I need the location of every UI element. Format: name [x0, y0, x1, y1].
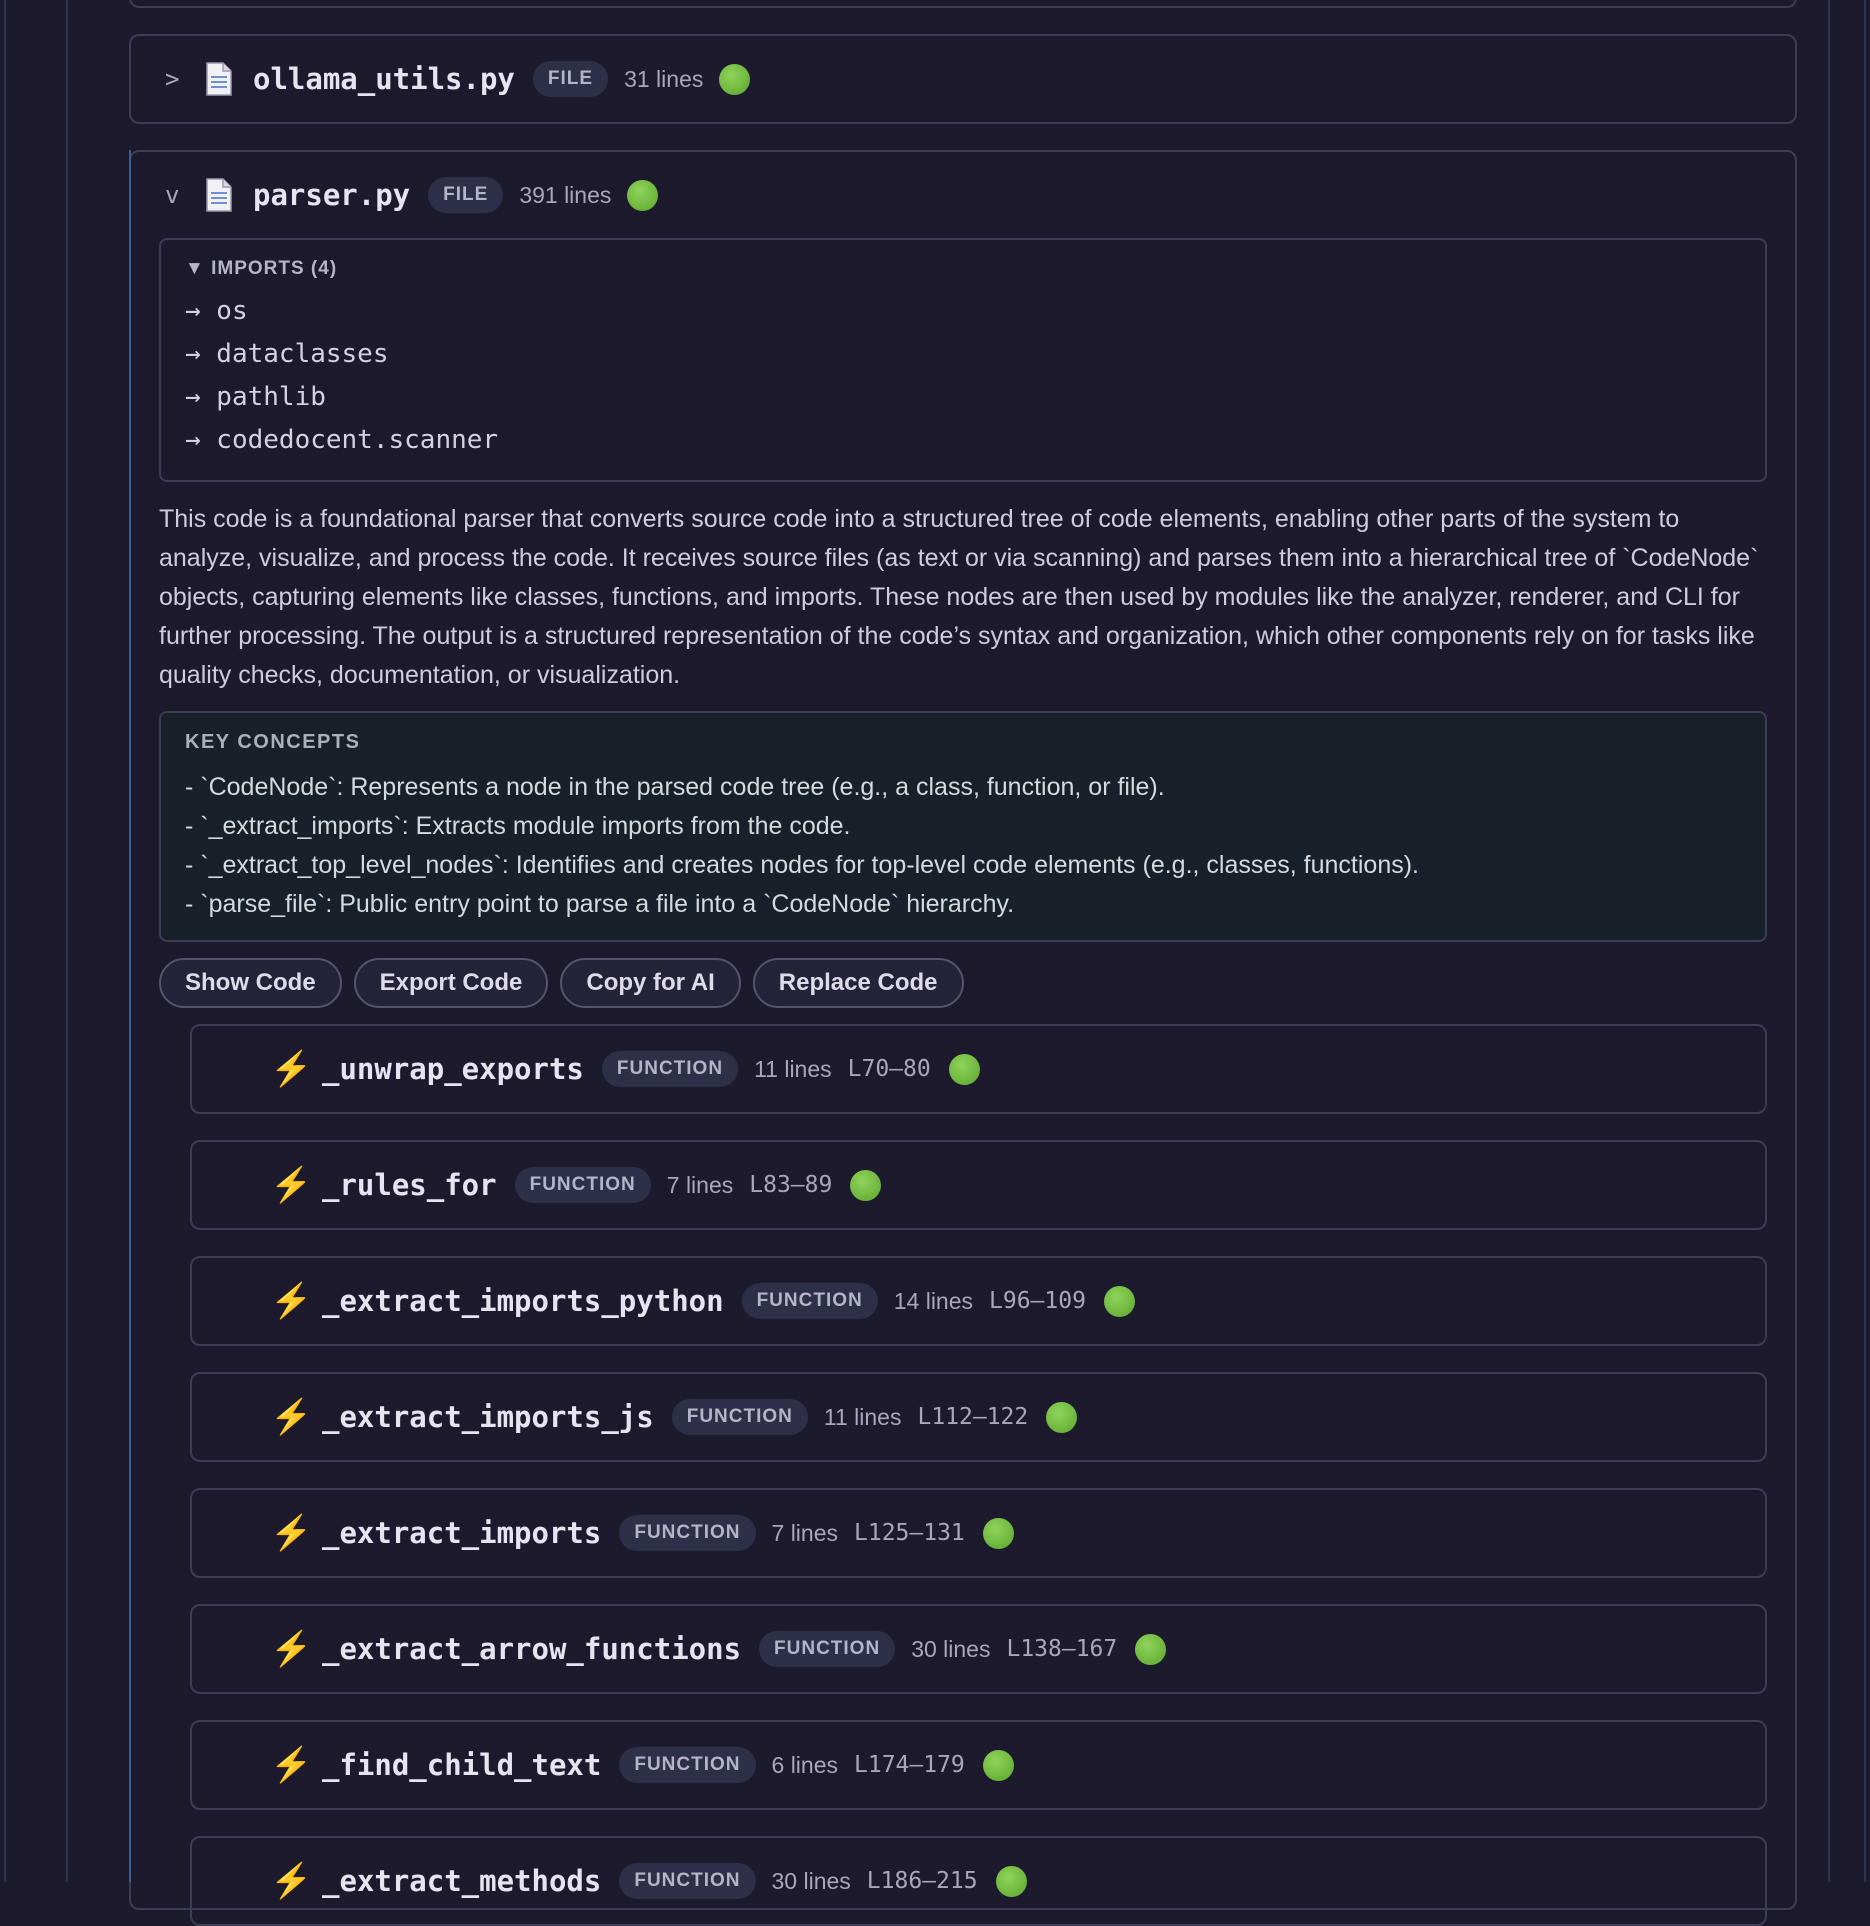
- outer-rail-left: [4, 0, 6, 1882]
- function-name: _extract_methods: [322, 1864, 602, 1898]
- file-header[interactable]: [131, 36, 1795, 122]
- import-item: → pathlib: [185, 382, 326, 412]
- line-range: L125–131: [854, 1520, 965, 1546]
- type-badge: FILE: [533, 61, 608, 97]
- file-card-parser[interactable]: [129, 150, 1797, 1910]
- key-concepts-title: KEY CONCEPTS: [185, 731, 361, 753]
- concept-item: - `_extract_top_level_nodes`: Identifies and creates nodes for top-level code elements (e.g., classes, functions).: [185, 851, 1419, 879]
- export-code-button[interactable]: Export Code: [354, 958, 549, 1008]
- type-badge: FUNCTION: [515, 1167, 651, 1203]
- import-item: → codedocent.scanner: [185, 425, 499, 455]
- function-row[interactable]: [190, 1372, 1767, 1462]
- line-range: L174–179: [854, 1752, 965, 1778]
- function-name: _extract_imports: [322, 1516, 602, 1550]
- function-name: _unwrap_exports: [322, 1052, 584, 1086]
- lightning-icon: ⚡: [270, 1514, 313, 1552]
- line-range: L186–215: [866, 1868, 978, 1894]
- line-count: 30 lines: [911, 1635, 991, 1662]
- file-name: ollama_utils.py: [253, 62, 515, 96]
- imports-toggle[interactable]: ▼ IMPORTS (4): [185, 258, 338, 279]
- previous-file-card: [129, 0, 1797, 8]
- function-row[interactable]: [190, 1140, 1767, 1230]
- tree-guide-line: [129, 150, 131, 1882]
- function-name: _find_child_text: [322, 1748, 602, 1782]
- green-status-dot: [1104, 1286, 1135, 1317]
- outer-rail-right: [1864, 0, 1866, 1882]
- concept-item: - `CodeNode`: Represents a node in the parsed code tree (e.g., a class, function, or file).: [185, 773, 1165, 801]
- lightning-icon: ⚡: [270, 1862, 313, 1900]
- document-icon: [205, 62, 233, 96]
- file-header[interactable]: [131, 152, 1795, 238]
- type-badge: FUNCTION: [619, 1515, 755, 1551]
- green-status-dot: [627, 180, 658, 211]
- copy-for-ai-button[interactable]: Copy for AI: [560, 958, 740, 1008]
- file-card-ollama-utils[interactable]: [129, 34, 1797, 124]
- line-count: 7 lines: [771, 1519, 838, 1546]
- line-range: L112–122: [917, 1404, 1029, 1430]
- key-concepts-panel: [159, 711, 1767, 942]
- function-list: [190, 1024, 1767, 1926]
- chevron-right-icon[interactable]: >: [165, 65, 180, 93]
- show-code-button[interactable]: Show Code: [159, 958, 342, 1008]
- function-row[interactable]: [190, 1720, 1767, 1810]
- function-name: _rules_for: [322, 1168, 497, 1202]
- chevron-down-icon[interactable]: v: [165, 181, 180, 209]
- type-badge: FUNCTION: [742, 1283, 878, 1319]
- line-range: L83–89: [749, 1172, 833, 1198]
- lightning-icon: ⚡: [270, 1282, 313, 1320]
- line-count: 31 lines: [624, 65, 704, 92]
- lightning-icon: ⚡: [270, 1630, 313, 1668]
- line-count: 11 lines: [754, 1055, 832, 1082]
- type-badge: FUNCTION: [602, 1051, 738, 1087]
- green-status-dot: [983, 1518, 1014, 1549]
- replace-code-button[interactable]: Replace Code: [753, 958, 964, 1008]
- function-row[interactable]: [190, 1256, 1767, 1346]
- line-range: L70–80: [847, 1056, 931, 1082]
- lightning-icon: ⚡: [270, 1166, 313, 1204]
- green-status-dot: [1046, 1402, 1077, 1433]
- document-icon: [205, 178, 233, 212]
- function-name: _extract_arrow_functions: [322, 1632, 742, 1666]
- type-badge: FILE: [428, 177, 503, 213]
- green-status-dot: [996, 1866, 1027, 1897]
- green-status-dot: [719, 64, 750, 95]
- function-row[interactable]: [190, 1604, 1767, 1694]
- function-row[interactable]: [190, 1488, 1767, 1578]
- type-badge: FUNCTION: [672, 1399, 808, 1435]
- line-count: 391 lines: [519, 181, 612, 208]
- line-count: 30 lines: [771, 1867, 851, 1894]
- function-row[interactable]: [190, 1836, 1767, 1926]
- function-name: _extract_imports_js: [322, 1400, 654, 1434]
- line-range: L138–167: [1006, 1636, 1118, 1662]
- inner-rail-right: [1828, 0, 1830, 1882]
- file-name: parser.py: [253, 178, 411, 212]
- line-count: 14 lines: [893, 1287, 974, 1314]
- import-item: → dataclasses: [185, 339, 389, 369]
- lightning-icon: ⚡: [270, 1746, 313, 1784]
- type-badge: FUNCTION: [619, 1863, 755, 1899]
- line-count: 11 lines: [823, 1403, 902, 1430]
- line-count: 7 lines: [666, 1171, 734, 1198]
- type-badge: FUNCTION: [759, 1631, 895, 1667]
- line-range: L96–109: [989, 1288, 1086, 1314]
- green-status-dot: [850, 1170, 881, 1201]
- function-row[interactable]: [190, 1024, 1767, 1114]
- file-summary: This code is a foundational parser that converts source code into a structured tree of code elements, enabling other parts of the system to analyze, visualize, and process the code. It receives source files (as text or via scanning) and parses them into a hierarchical tree of `CodeNode` objects, capturing elements like classes, functions, and imports. These nodes are then used by modules like the analyzer, renderer, and CLI for further processing. The output is a structured representation of the code’s syntax and organization, which other components rely on for tasks like quality checks, documentation, or visualization.: [159, 505, 1759, 689]
- green-status-dot: [1135, 1634, 1166, 1665]
- import-item: → os: [185, 296, 248, 326]
- imports-panel: [159, 238, 1767, 482]
- lightning-icon: ⚡: [270, 1050, 313, 1088]
- green-status-dot: [949, 1054, 980, 1085]
- green-status-dot: [983, 1750, 1014, 1781]
- type-badge: FUNCTION: [619, 1747, 755, 1783]
- action-bar: [159, 958, 1767, 1008]
- line-count: 6 lines: [771, 1751, 838, 1778]
- concept-item: - `_extract_imports`: Extracts module imports from the code.: [185, 812, 851, 840]
- concept-item: - `parse_file`: Public entry point to parse a file into a `CodeNode` hierarchy.: [185, 890, 1015, 918]
- lightning-icon: ⚡: [270, 1398, 313, 1436]
- inner-rail-left: [66, 0, 68, 1882]
- function-name: _extract_imports_python: [322, 1284, 724, 1318]
